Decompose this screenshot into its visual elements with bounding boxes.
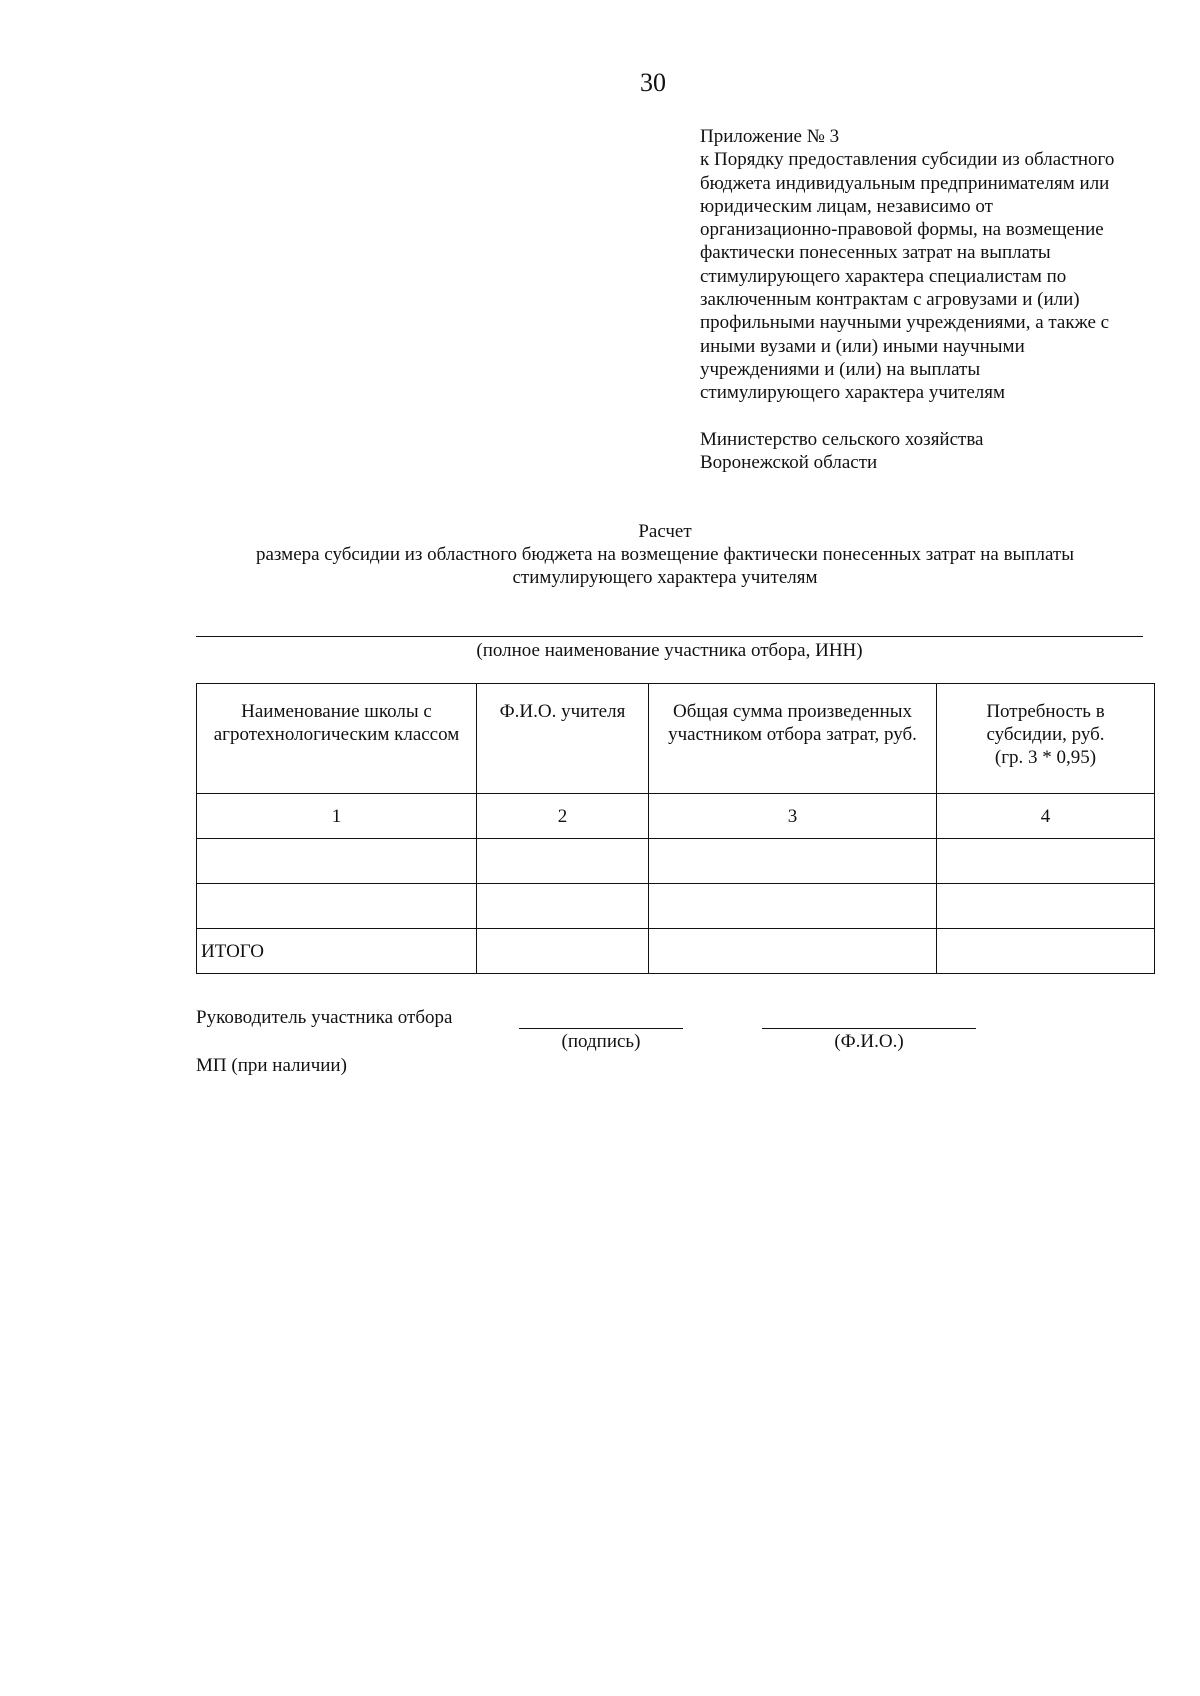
signature-caption: (подпись) <box>561 1031 641 1052</box>
addressee-line: Воронежской области <box>700 452 878 474</box>
appendix-line: юридическим лицам, независимо от <box>700 195 993 217</box>
appendix-line: заключенным контрактам с агровузами и (или) <box>700 289 1080 311</box>
full-name-caption: (Ф.И.О.) <box>834 1031 904 1052</box>
appendix-line: организационно-правовой формы, на возмещение <box>700 219 1104 241</box>
appendix-line: бюджета индивидуальным предпринимателям или <box>700 172 1110 194</box>
title-subheading: размера субсидии из областного бюджета на возмещение фактически понесенных затрат на выплаты <box>256 544 1074 565</box>
title-heading: Расчет <box>638 521 692 542</box>
addressee-line: Министерство сельского хозяйства <box>700 429 984 450</box>
header-school: Наименование школы с агротехнологическим классом <box>197 684 477 794</box>
table-header-row <box>197 684 1155 794</box>
stamp-note: МП (при наличии) <box>196 1055 347 1076</box>
page-number: 30 <box>640 68 666 97</box>
table-cell[interactable] <box>937 884 1155 929</box>
column-number-row <box>197 794 1155 839</box>
column-number: 2 <box>477 794 649 839</box>
column-number: 3 <box>649 794 937 839</box>
appendix-line: к Порядку предоставления субсидии из областного <box>700 149 1115 171</box>
table-cell[interactable] <box>649 839 937 884</box>
full-name-field[interactable] <box>762 1028 976 1029</box>
participant-name-field[interactable] <box>196 636 1143 637</box>
column-number: 4 <box>937 794 1155 839</box>
table-row <box>197 839 1155 884</box>
appendix-line: стимулирующего характера специалистам по <box>700 265 1067 287</box>
table-cell[interactable] <box>649 884 937 929</box>
table-row <box>197 884 1155 929</box>
appendix-line: профильными научными учреждениями, а также с <box>700 312 1110 334</box>
appendix-line: фактически понесенных затрат на выплаты <box>700 242 1051 264</box>
appendix-line: учреждениями и (или) на выплаты <box>700 358 981 380</box>
signatory-label: Руководитель участника отбора <box>196 1007 453 1028</box>
appendix-line: стимулирующего характера учителям <box>700 382 1006 404</box>
participant-caption: (полное наименование участника отбора, ИНН) <box>476 640 863 661</box>
appendix-reference <box>700 125 1180 405</box>
header-teacher: Ф.И.О. учителя <box>477 684 649 794</box>
title-subheading: стимулирующего характера учителям <box>512 567 818 588</box>
header-subsidy-need: Потребность в субсидии, руб. (гр. 3 * 0,95) <box>937 684 1155 794</box>
document-title <box>0 520 1200 589</box>
calculation-table <box>196 683 1155 974</box>
table-cell[interactable] <box>197 884 477 929</box>
table-cell[interactable] <box>197 839 477 884</box>
appendix-line: иными вузами и (или) иными научными <box>700 335 1025 357</box>
column-number: 1 <box>197 794 477 839</box>
total-label: ИТОГО <box>197 929 477 974</box>
signature-field[interactable] <box>519 1028 683 1029</box>
appendix-line: Приложение № 3 <box>700 126 840 147</box>
table-cell[interactable] <box>477 884 649 929</box>
table-cell[interactable] <box>937 929 1155 974</box>
header-total-costs: Общая сумма произведенных участником отбора затрат, руб. <box>649 684 937 794</box>
total-row <box>197 929 1155 974</box>
addressee-block <box>700 428 984 475</box>
table-cell[interactable] <box>937 839 1155 884</box>
table-cell[interactable] <box>477 839 649 884</box>
table-cell[interactable] <box>649 929 937 974</box>
table-cell[interactable] <box>477 929 649 974</box>
